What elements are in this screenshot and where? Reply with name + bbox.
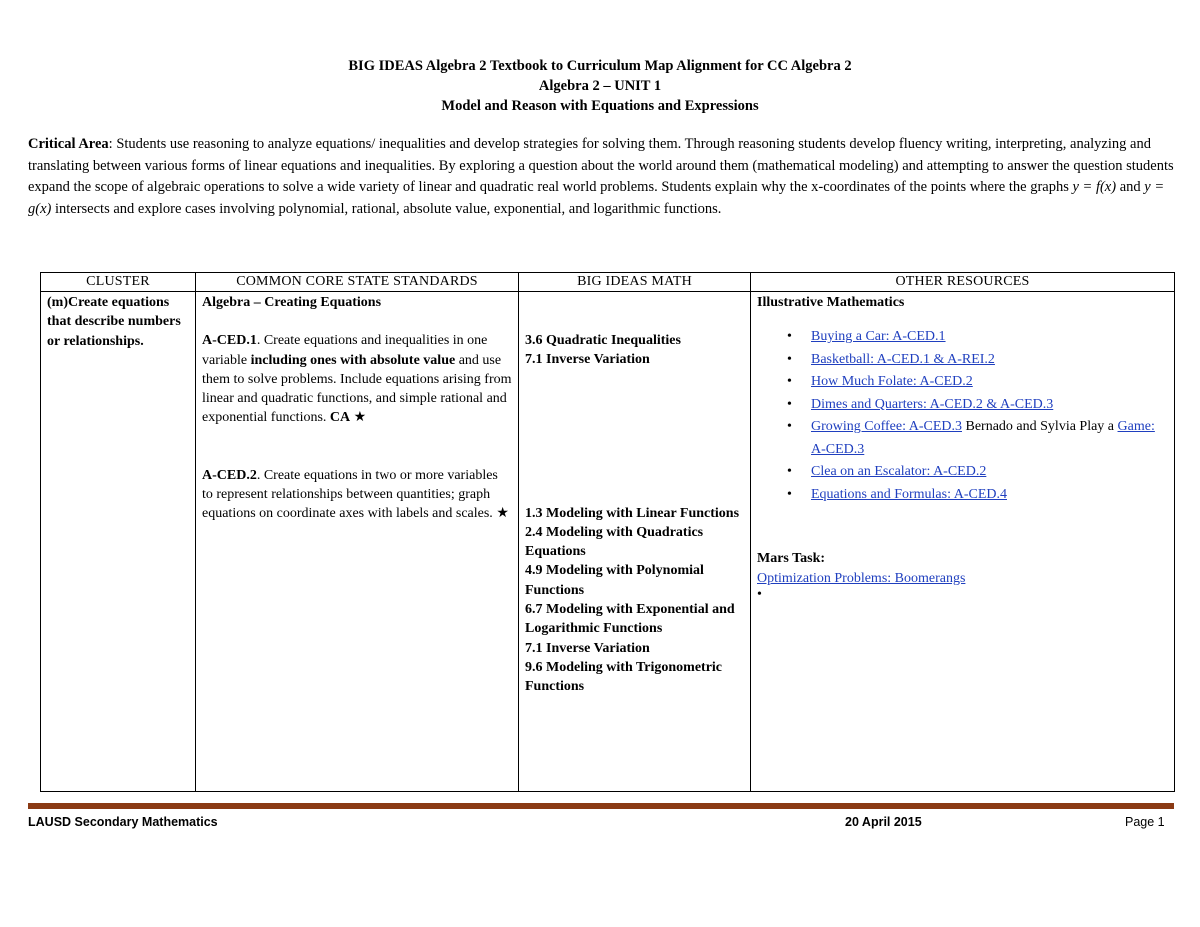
curriculum-map-table: [40, 272, 1175, 792]
star-icon: ★: [353, 410, 367, 426]
bigideas-item: 7.1 Inverse Variation: [525, 352, 650, 368]
header-unit: Algebra 2 – UNIT 1: [538, 78, 662, 94]
resource-link-equations-formulas[interactable]: Equations and Formulas: A-CED.4: [811, 486, 1007, 502]
critical-area-colon: :: [108, 136, 117, 152]
empty-bullet: •: [757, 586, 762, 602]
bigideas-item: 6.7 Modeling with Exponential and Logarithmic Functions: [525, 602, 735, 637]
resource-link-basketball[interactable]: Basketball: A-CED.1 & A-REI.2: [811, 351, 995, 367]
bigideas-item: 4.9 Modeling with Polynomial Functions: [525, 563, 704, 598]
resource-link-buying-a-car[interactable]: Buying a Car: A-CED.1: [811, 329, 946, 345]
standards-heading: Algebra – Creating Equations: [202, 295, 382, 310]
standard-a-ced-1: A-CED.1. Create equations and inequalities in one variable including ones with absolute value and use them to solve problems. Include equations arising from linear and quadratic functions, and simple rational and exponential functions. CA ★: [202, 333, 512, 426]
list-item: [757, 416, 1168, 461]
header-cluster: CLUSTER: [41, 273, 196, 292]
header-title: BIG IDEAS Algebra 2 Textbook to Curriculum Map Alignment for CC Algebra 2: [348, 58, 852, 74]
cluster-cell: (m)Create equations that describe numbers or relationships.: [41, 292, 196, 792]
footer-date: 20 April 2015: [845, 815, 922, 829]
footer-organization: LAUSD Secondary Mathematics: [28, 815, 218, 829]
resource-link-growing-coffee[interactable]: Growing Coffee: A-CED.3: [811, 419, 962, 435]
header-bigideas: BIG IDEAS MATH: [519, 273, 751, 292]
resource-link-escalator[interactable]: Clea on an Escalator: A-CED.2: [811, 464, 987, 480]
resources-cell: [751, 292, 1175, 792]
bigideas-item: 1.3 Modeling with Linear Functions: [525, 505, 740, 521]
header-standards: COMMON CORE STATE STANDARDS: [196, 273, 519, 292]
resource-text-bernado: Bernado and Sylvia Play a: [962, 419, 1118, 435]
equation-y-g: y = g(x): [28, 179, 1165, 217]
critical-area-paragraph: [28, 134, 1174, 220]
mars-task-heading: Mars Task:: [757, 551, 826, 567]
equation-y-f: y = f(x): [1072, 179, 1117, 195]
footer-page-number: Page 1: [1125, 815, 1165, 829]
resource-link-folate[interactable]: How Much Folate: A-CED.2: [811, 374, 973, 390]
bigideas-item: 3.6 Quadratic Inequalities: [525, 333, 681, 348]
standard-a-ced-2: A-CED.2. Create equations in two or more variables to represent relationships between quantities; graph equations on coordinate axes with labels and scales. ★: [202, 467, 509, 522]
bigideas-cell: [519, 292, 751, 792]
header-unit-title: Model and Reason with Equations and Expressions: [441, 98, 759, 114]
mars-task-link[interactable]: Optimization Problems: Boomerangs: [757, 570, 966, 586]
list-item: [757, 461, 1168, 484]
resource-link-dimes-quarters[interactable]: Dimes and Quarters: A-CED.2 & A-CED.3: [811, 396, 1054, 412]
resources-heading: Illustrative Mathematics: [757, 295, 905, 310]
document-header: [0, 56, 1200, 116]
resource-link-game[interactable]: Game: A-CED.3: [811, 419, 1155, 457]
critical-area-text-c: intersects and explore cases involving polynomial, rational, absolute value, exponential, and logarithmic functions.: [51, 200, 722, 217]
footer-divider: [28, 803, 1174, 809]
resource-list: [757, 326, 1168, 506]
standards-cell: [196, 292, 519, 792]
list-item: [757, 349, 1168, 372]
header-resources: OTHER RESOURCES: [751, 273, 1175, 292]
table-header-row: [41, 273, 1175, 292]
list-item: [757, 394, 1168, 417]
bigideas-item: 9.6 Modeling with Trigonometric Functions: [525, 659, 723, 695]
list-item: [757, 371, 1168, 394]
critical-area-label: Critical Area: [28, 136, 109, 152]
bigideas-item: 2.4 Modeling with Quadratics Equations: [525, 524, 704, 560]
list-item: [757, 326, 1168, 349]
critical-area-text-b: and: [1116, 179, 1145, 195]
star-icon: ★: [496, 506, 509, 522]
critical-area-text-a: Students use reasoning to analyze equations/ inequalities and develop strategies for solving them. Through reasoning students develop fluency writing, interpreting, analyzing and translating between various forms of linear equations and inequalities. By exploring a question about the world around them (mathematical modeling) and attempting to answer the question students expand the scope of algebraic operations to solve a wide variety of linear and quadratic real world problems. Students explain why the x-coordinates of the points where the graphs: [28, 136, 1174, 195]
bigideas-item: 7.1 Inverse Variation: [525, 640, 650, 656]
table-row: [41, 292, 1175, 792]
list-item: [757, 484, 1168, 507]
